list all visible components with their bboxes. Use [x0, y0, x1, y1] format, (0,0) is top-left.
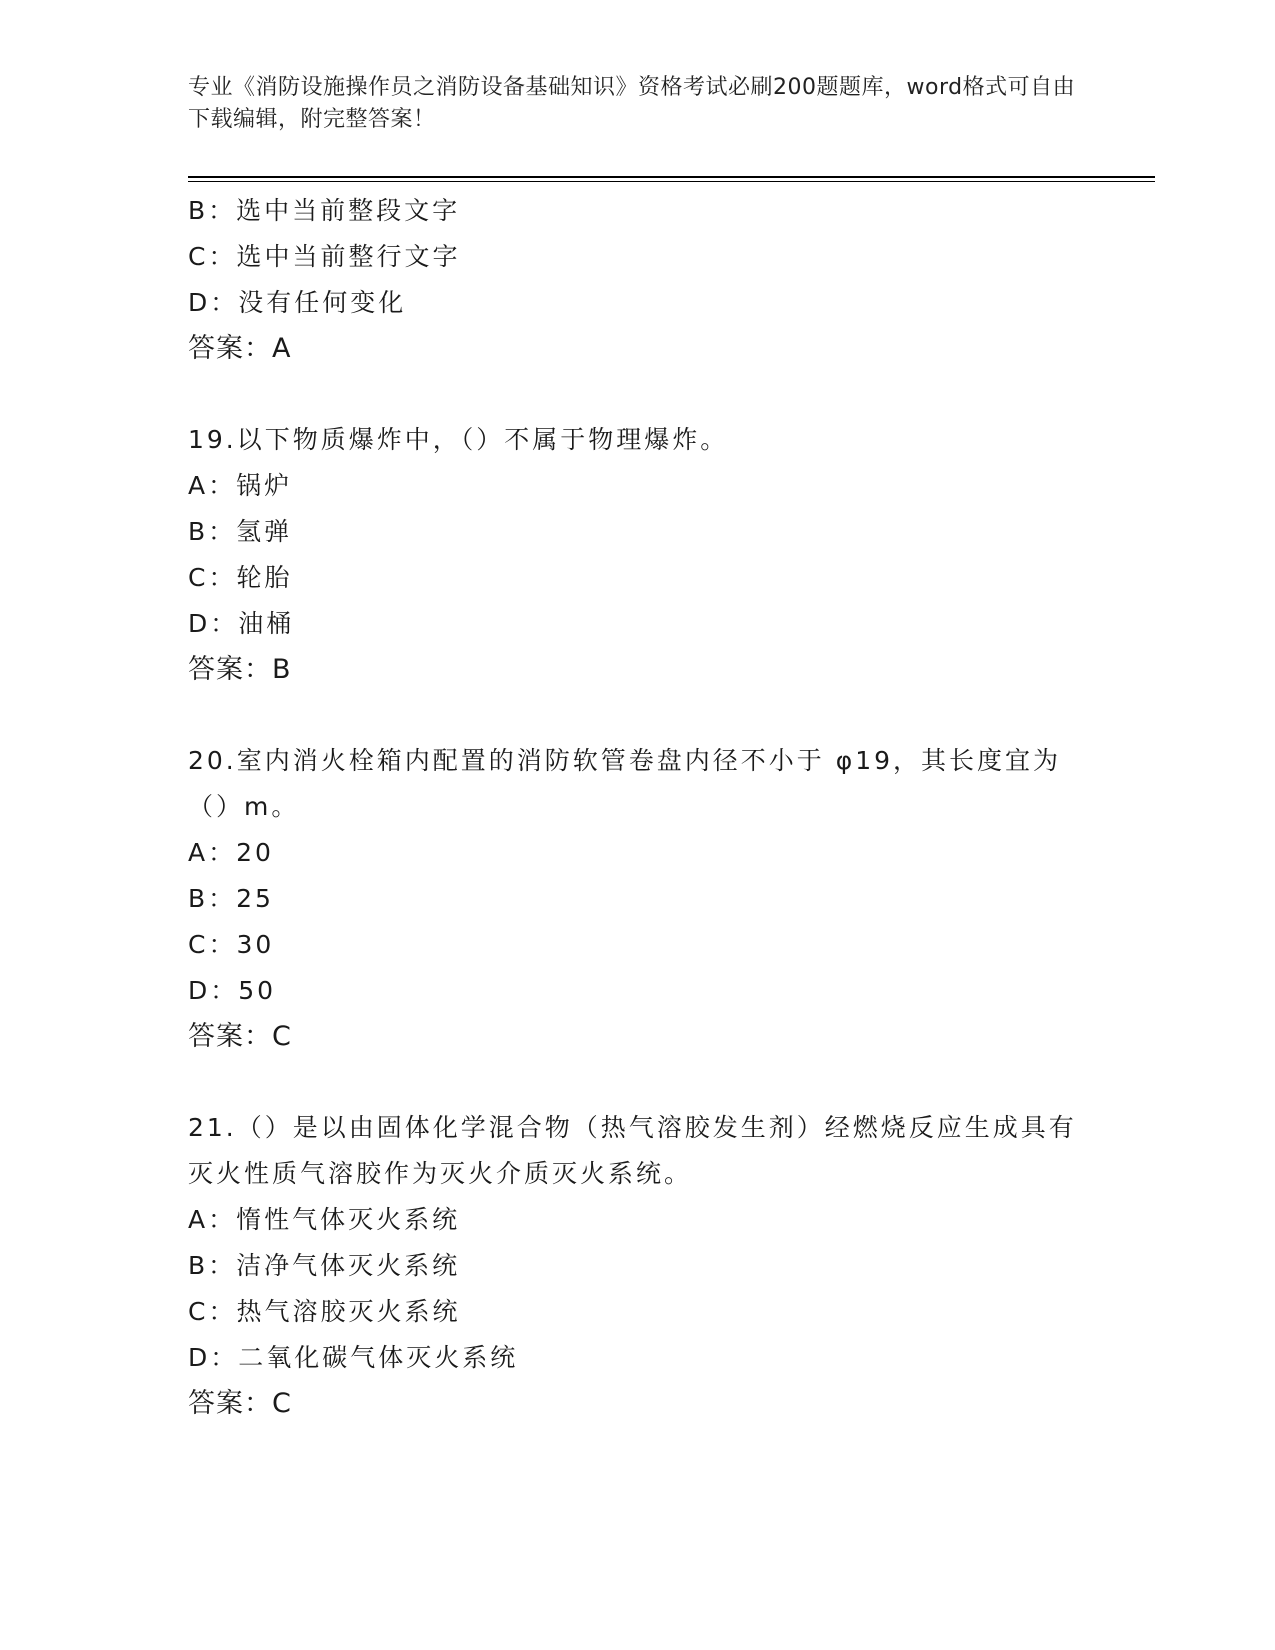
question-list — [188, 188, 1088, 1427]
option-c: C：30 — [188, 930, 275, 959]
answer-line: 答案：C — [188, 1388, 292, 1419]
question-20 — [188, 738, 1088, 1060]
option-a: A：20 — [188, 838, 274, 867]
header-rule-thick — [188, 176, 1155, 178]
option-c: C：轮胎 — [188, 563, 293, 592]
answer-line: 答案：B — [188, 654, 292, 685]
option-b: B：洁净气体灭火系统 — [188, 1251, 461, 1280]
header-rule-thin — [188, 181, 1155, 182]
continued-question — [188, 188, 1088, 372]
document-header: 专业《消防设施操作员之消防设备基础知识》资格考试必刷200题题库，word格式可自由下载编辑，附完整答案！ — [188, 75, 1076, 132]
option-d: D：油桶 — [188, 609, 295, 638]
option-c: C：选中当前整行文字 — [188, 242, 461, 271]
question-19 — [188, 417, 1088, 693]
option-b: B：选中当前整段文字 — [188, 196, 461, 225]
option-a: A：惰性气体灭火系统 — [188, 1205, 461, 1234]
question-21 — [188, 1105, 1088, 1427]
question-stem: 19.以下物质爆炸中，（）不属于物理爆炸。 — [188, 425, 729, 454]
question-stem: 21.（）是以由固体化学混合物（热气溶胶发生剂）经燃烧反应生成具有灭火性质气溶胶作为灭火介质灭火系统。 — [188, 1113, 1077, 1188]
option-d: D：没有任何变化 — [188, 288, 407, 317]
option-b: B：25 — [188, 884, 274, 913]
option-a: A：锅炉 — [188, 471, 293, 500]
question-stem: 20.室内消火栓箱内配置的消防软管卷盘内径不小于 φ19，其长度宜为（）m。 — [188, 746, 1062, 821]
option-b: B：氢弹 — [188, 517, 293, 546]
answer-line: 答案：C — [188, 1021, 292, 1052]
option-c: C：热气溶胶灭火系统 — [188, 1297, 461, 1326]
option-d: D：二氧化碳气体灭火系统 — [188, 1343, 519, 1372]
option-d: D：50 — [188, 976, 277, 1005]
answer-line: 答案：A — [188, 333, 292, 364]
